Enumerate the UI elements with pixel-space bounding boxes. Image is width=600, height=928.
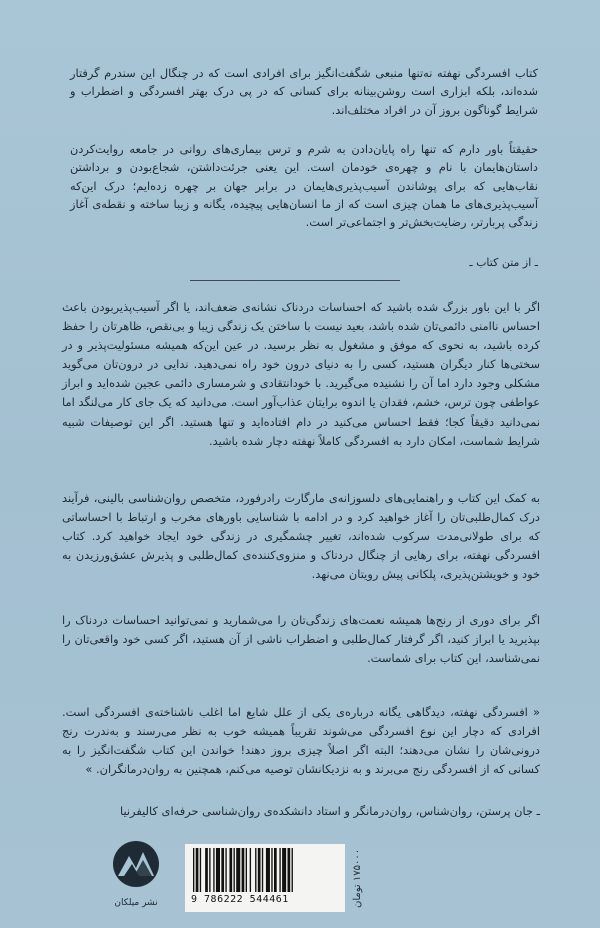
excerpt-text: حقیقتاً باور دارم که تنها راه پایان‌دادن به شرم و ترس بیماری‌های روانی در جامعه روایت‌کردن داستان‌هایمان با نام و چهره‌ی خودمان است. این یعنی جرئت‌داشتن، شجاع‌بودن و برداشتن نقاب‌هایی که برای پوشاندن آسیب‌پذیری‌هایمان در برابر جهان بر چهره زده‌ایم؛ درک این‌که آسیب‌پذیری‌های ما همان چیزی است که از ما انسان‌هایی پیچیده، یگانه و زیبا ساخته و نقطه‌ی آغاز زندگی پربارتر، رضایت‌بخش‌تر و اجتماعی‌تر است. (70, 142, 538, 230)
endorsement-author (62, 802, 540, 821)
intro-text: کتاب افسردگی نهفته نه‌تنها منبعی شگفت‌انگیز برای افرادی است که در چنگال این سندرم گرفتار شده‌اند، بلکه ابزاری است روشن‌بینانه برای کسانی که در پی درک بهتر افسردگی و اضطراب و شرایط گوناگون بروز آن در افراد مختلف‌اند. (70, 66, 538, 117)
section-divider (190, 280, 400, 281)
intro-paragraph (70, 64, 538, 119)
endorsement-author-text: ـ جان پرستن، روان‌شناس، روان‌درمانگر و استاد دانشکده‌ی روان‌شناسی حرفه‌ای کالیفرنیا (119, 804, 540, 818)
excerpt-source-text: ـ از متن کتاب ـ (469, 256, 538, 269)
barcode (185, 844, 345, 912)
description-text-3: اگر برای دوری از رنج‌ها همیشه نعمت‌های زندگی‌تان را می‌شمارید و نمی‌توانید احساسات دردناک را بپذیرید یا ابراز کنید، اگر گرفتار کمال‌طلبی و اضطراب ناشی از آن هستید، اگر کسی خود واقعی‌تان را نمی‌شناسد، این کتاب برای شماست. (62, 613, 540, 666)
excerpt-source (70, 254, 538, 272)
description-paragraph-3 (62, 611, 540, 668)
description-text-1: اگر با این باور بزرگ شده باشید که احساسات دردناک نشانه‌ی ضعف‌اند، یا اگر آسیب‌پذیربودن باعث احساس ناامنی دائمی‌تان شده باشد، بعید نیست با ساختن یک زندگی زیبا و بی‌نقص، ظاهرتان را حفظ کرده باشید، به نحوی که موفق و مشغول به نظر برسید. در عین این‌که همیشه مسئولیت‌پذیر و در سختی‌ها کنار دیگران هستید، کسی را به دنیای درون خود راه نمی‌دهید. ندایی در درون‌تان می‌گوید مشکلی وجود دارد اما آن را نشنیده می‌گیرید. با خودانتقادی و شرمساری دائمی عجین شده‌اید و ابراز عواطفی چون ترس، خشم، فقدان یا اندوه برایتان عذاب‌آور است. می‌دانید که یک جای کار می‌لنگد اما نمی‌دانید دقیقاً کجا؛ فقط احساس می‌کنید در دام افتاده‌اید و تنها هستید. اگر این توصیفات شبیه شرایط شماست، امکان دارد به افسردگی کاملاً نهفته دچار شده باشید. (62, 300, 540, 448)
endorsement-quote (62, 703, 540, 779)
description-paragraph-1 (62, 298, 540, 451)
price-label: ۱۷۵۰۰۰ تومان (352, 848, 363, 908)
barcode-icon (191, 848, 339, 892)
isbn-number: 9 786222 544461 (191, 894, 289, 905)
mountains-logo-icon (112, 838, 160, 900)
description-paragraph-2 (62, 489, 540, 584)
excerpt-paragraph (70, 140, 538, 231)
description-text-2: به کمک این کتاب و راهنمایی‌های دلسوزانه‌ی مارگارت رادرفورد، متخصص روان‌شناسی بالینی، فرآیند درک کمال‌طلبی‌تان را آغاز خواهید کرد و در ادامه با شناسایی باورهای مخرب و ارتباط با احساساتی که برای طولانی‌مدت سرکوب شده‌اند، تغییر چشمگیری در زندگی خود ایجاد خواهید کرد. کتاب افسردگی نهفته، برای رهایی از چنگال دردناک و منزوی‌کننده‌ی کمال‌طلبی و پذیرش عشق‌ورزیدن به خود و خویشتن‌پذیری، پلکانی پیش رویتان می‌نهد. (62, 491, 540, 582)
endorsement-text: « افسردگی نهفته، دیدگاهی یگانه درباره‌ی یکی از علل شایع اما اغلب ناشناخته‌ی افسردگی است. افرادی که دچار این نوع افسردگی می‌شوند تقریباً همیشه خوب به نظر می‌رسند و به‌ندرت رنج درونی‌شان را نشان می‌دهند؛ البته اگر اصلاً چیزی بروز دهند! خواندن این کتاب شگفت‌انگیز را به کسانی که از افسردگی رنج می‌برند و به نزدیکانشان توصیه می‌کنم، همچنین به روان‌درمانگران. » (62, 705, 540, 777)
publisher-name: نشر میلکان (114, 898, 158, 908)
